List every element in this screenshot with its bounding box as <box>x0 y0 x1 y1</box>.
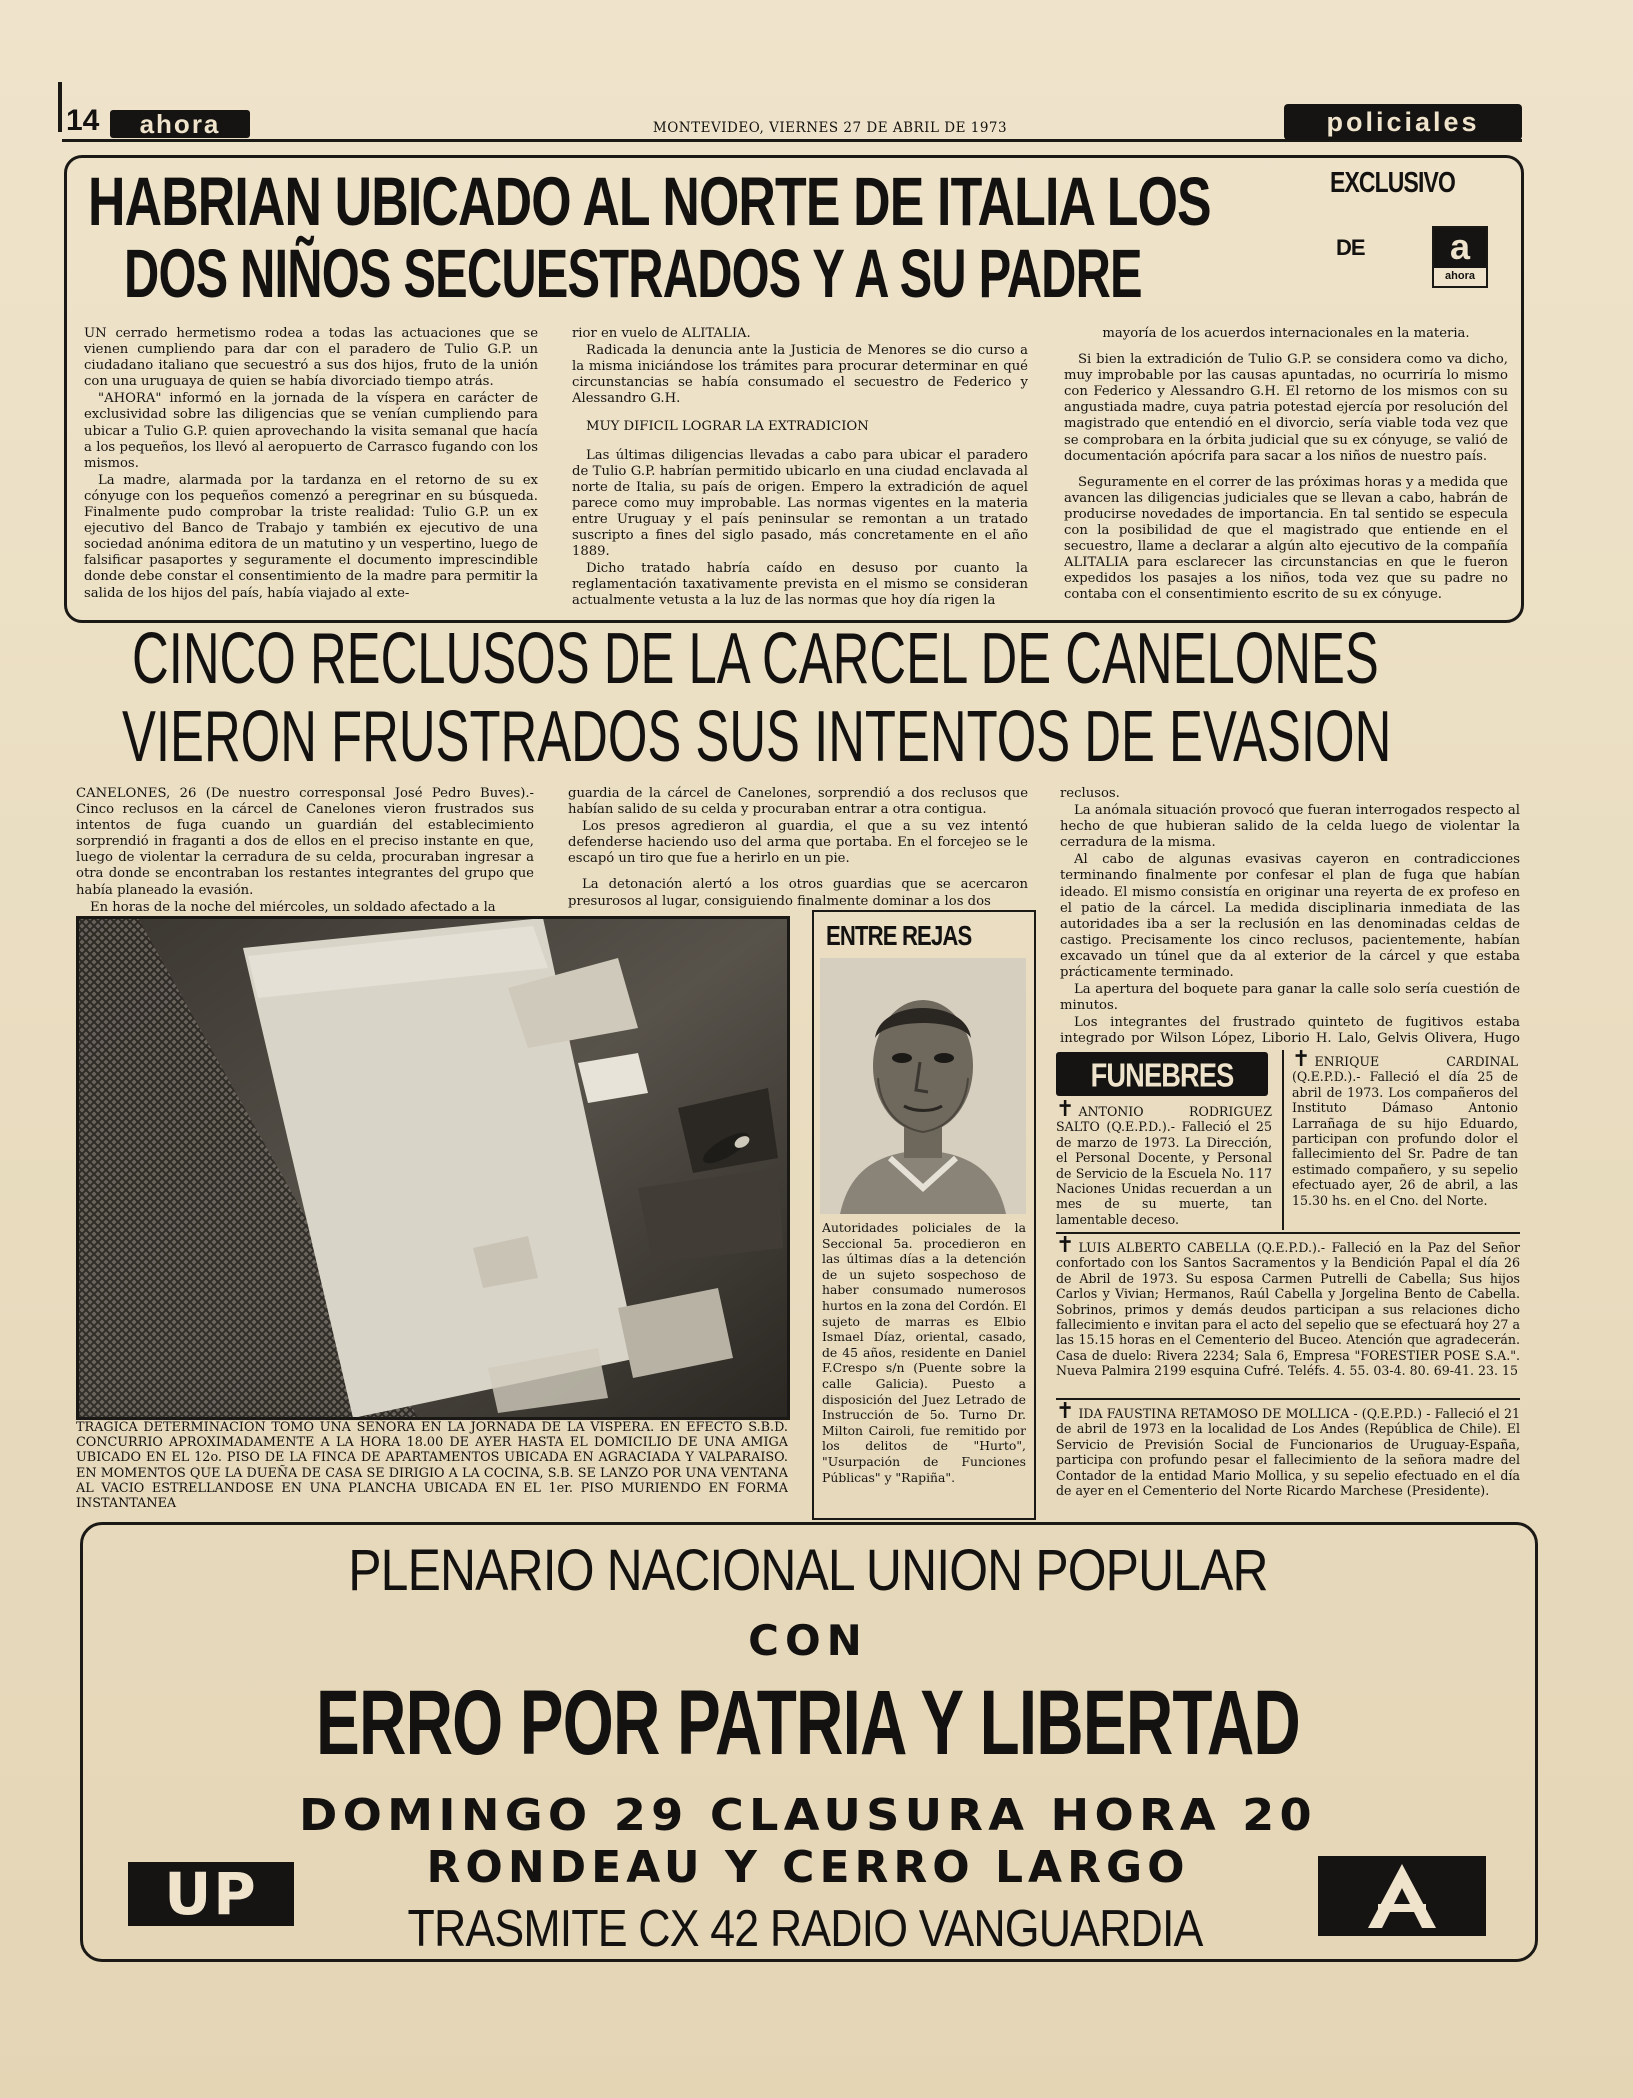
news-photo-image <box>78 918 788 1418</box>
ad-line-3: ERRO POR PATRIA Y LIBERTAD <box>316 1672 1300 1774</box>
story1-col2-para: rior en vuelo de ALITALIA. <box>572 326 751 341</box>
exclusive-de: DE <box>1336 235 1365 260</box>
story2-col2-para: guardia de la cárcel de Canelones, sorprendió a dos reclusos que habían salido de su celda y procuraban entrar a otra contigua. <box>568 786 1028 818</box>
story1-col2-para: Las últimas diligencias llevadas a cabo para ubicar el paradero de Tulio G.P. habrían permitido ubicarlo en una ciudad enclavada al norte de Italia, su país de origen. Empero la extradición de aquel parece como muy improbable. Las normas vigentes en la materia entre Uruguay y el país peninsular se remontan a un tratado suscripto a fines del siglo pasado, más concretamente en el año 1889. <box>572 447 1028 560</box>
cross-icon: ✝ <box>1056 1233 1075 1258</box>
funeral-notice-3 <box>1056 1233 1520 1385</box>
story2-column-2 <box>568 786 1028 914</box>
ahora-logo-word: ahora <box>1445 270 1475 282</box>
story2-col1-para: CANELONES, 26 (De nuestro corresponsal José Pedro Buves).- Cinco reclusos en la cárcel de Canelones vieron frustrados sus intentos de fuga cuando un guardián del establecimiento sorprendió in fraganti a dos de ellos en el preciso instante en que, luego de violentar la cerradura de su celda, procuraban ingresar a otra donde se encontraban los restantes integrantes del grupo que había planeado la evasión. <box>76 786 534 898</box>
story1-col1-para: "AHORA" informó en la jornada de la víspera en carácter de exclusividad sobre las diligencias que se venían cumpliendo para ubicar a Tulio G.P. quien aprovechando la visita semanal que hacía a los pequeños, los llevó al aeropuerto de Carrasco fugando con los mismos. <box>84 391 538 471</box>
photo-caption: TRAGICA DETERMINACION TOMO UNA SEÑORA EN LA JORNADA DE LA VISPERA. EN EFECTO S.B.D. CONCURRIO APROXIMADAMENTE A LA HORA 18.00 DE AYER HASTA EL DOMICILIO DE UNA AMIGA UBICADO EN EL 12o. PISO DE LA FINCA DE APARTAMENTOS UBICADA EN AGRACIADA Y VALPARAISO. EN MOMENTOS QUE LA DUEÑA DE CASA SE DIRIGIO A LA COCINA, S.B. SE LANZO POR UNA VENTANA AL VACIO ESTRELLANDOSE EN UNA PLANCHA UBICADA EN EL 1er. PISO MURIENDO EN FORMA INSTANTANEA <box>76 1420 788 1512</box>
funeral-notice-1 <box>1056 1097 1272 1233</box>
story1-column-3 <box>1064 326 1508 610</box>
funeral-notice-4-text <box>1056 1399 1520 1499</box>
dateline: MONTEVIDEO, VIERNES 27 DE ABRIL DE 1973 <box>652 120 1008 136</box>
story2-col3-para: reclusos. <box>1060 786 1120 801</box>
ad-line-1: PLENARIO NACIONAL UNION POPULAR <box>348 1538 1268 1603</box>
story1-col3-para: Si bien la extradición de Tulio G.P. se considera como va dicho, muy improbable por las causas apuntadas, no ocurriría lo mismo con Federico y Alessandro G.H. El retorno de los mismos con su angustiada madre, cuya patria potestad ejercía por resolución del magistrado que entendió en el divorcio, sería viable toda vez que se comprobara en la órbita judicial que su ex cónyuge, se valió de documentación apócrifa para sacar a los niños de nuestro país. <box>1064 352 1508 464</box>
paper-name: ahora <box>139 109 221 139</box>
funeral-notice-2-body: ENRIQUE CARDINAL (Q.E.P.D.).- Falleció el día 25 de abril de 1973. Los compañeros del Instituto Dámaso Antonio Larrañaga de su hijo Eduardo, participan con profundo dolor el fallecimiento del Sr. Padre de tan estimado compañero, y su sepelio efectuado ayer, 26 de abril, a las 15.30 hs. en el Cno. del Norte. <box>1292 1054 1518 1208</box>
story1-headline-line2: DOS NIÑOS SECUESTRADOS Y A SU PADRE <box>124 234 1142 312</box>
section-badge <box>1284 104 1522 140</box>
story2-col3-para: La anómala situación provocó que fueran interrogados respecto al hecho de que hubieran salido de la celda luego de violentar la cerradura de la misma. <box>1060 803 1520 851</box>
story1-col1-para: UN cerrado hermetismo rodea a todas las actuaciones que se vienen cumpliendo para dar con el paradero de Tulio G.P. un ciudadano italiano que secuestró a sus dos hijos, fruto de la unión con una uruguaya de quien se había divorciado tiempo atrás. <box>84 326 538 390</box>
cross-icon: ✝ <box>1292 1047 1311 1072</box>
story2-col3-para: Al cabo de algunas evasivas cayeron en contradicciones terminando finalmente por confesar el plan de fuga que habían ideado. El mismo consistía en originar una reyerta de ex profeso en el patio de la cárcel. La medida disciplinaria inmediata de las autoridades iba a ser la reclusión en las denominadas celdas de castigo. Precisamente los cinco reclusos, pacientemente, habían excavado un túnel que da al exterior de la cárcel y que estaba prácticamente terminado. <box>1060 852 1520 981</box>
story2-col2-para: La detonación alertó a los otros guardias que se acercaron presurosos al lugar, consiguiendo finalmente dominar a los dos <box>568 877 1028 909</box>
exclusive-label: EXCLUSIVO <box>1330 167 1455 199</box>
entre-rejas-title: ENTRE REJAS <box>826 920 972 952</box>
news-photo <box>76 916 790 1420</box>
story1-column-1 <box>84 326 538 610</box>
funebres-vrule <box>1282 1050 1284 1230</box>
story2-column-3 <box>1060 786 1520 1048</box>
ad-line-6: TRASMITE CX 42 RADIO VANGUARDIA <box>407 1900 1203 1958</box>
story2-col1-para: En horas de la noche del miércoles, un soldado afectado a la <box>90 899 496 914</box>
story1-col2-para: Dicho tratado habría caído en desuso por cuanto la reglamentación taxativamente prevista en el mismo se consideran actualmente vetusta a la luz de las normas que hoy día rigen la <box>572 561 1028 609</box>
funeral-notice-2 <box>1292 1047 1518 1214</box>
funeral-notice-4 <box>1056 1399 1520 1504</box>
story1-col1-para: La madre, alarmada por la tardanza en el retorno de su ex cónyuge con los pequeños comenzó a peregrinar en su búsqueda. Finalmente pudo comprobar la triste realidad: Tulio G.P. un ex ejecutivo del Banco de Trabajo y también ex ejecutivo de una sociedad anónima editora de un matutino y un vespertino, luego de falsificar pasaportes y seguramente el documento imprescindible donde debe constar el consentimiento de la madre para permitir la salida de los hijos del país, había viajado al exte- <box>84 472 538 601</box>
story1-col2-para: Radicada la denuncia ante la Justicia de Menores se dio curso a la misma iniciándose los trámites para procurar determinar en qué circunstancias se había consumado el secuestro de Federico y Alessandro G.H. <box>572 343 1028 407</box>
vanguardia-logo-icon <box>1318 1856 1486 1936</box>
entre-rejas-caption: Autoridades policiales de la Seccional 5a. procedieron en las últimas días a la detención de un sujeto sospechoso de haber consumado numerosos hurtos en la zona del Cordón. El sujeto de marras es Elbio Ismael Díaz, oriental, casado, de 45 años, residente en Daniel F.Crespo s/n (Puente sobre la calle Galicia). Puesto a disposición del Juez Letrado de Instrucción de 5o. Turno Dr. Milton Cairoli, fue remitido por los delitos de "Hurto", "Usurpación de Funciones Públicas" y "Rapiña". <box>822 1220 1026 1485</box>
vanguardia-logo-letter: A <box>1399 1891 1405 1898</box>
story2-headline-line1: CINCO RECLUSOS DE LA CARCEL DE CANELONES <box>132 618 1379 700</box>
ad-line-5: RONDEAU Y CERRO LARGO <box>426 1842 1190 1893</box>
story2-col3-para: Los integrantes del frustrado quinteto de fugitivos estaba integrado por Wilson López, Liborio H. Lalo, Gelvis Olivera, Hugo <box>1060 1015 1520 1047</box>
funeral-notice-2-text <box>1292 1047 1518 1208</box>
section-name: policiales <box>1326 107 1480 137</box>
paper-name-badge <box>110 110 250 138</box>
vanguardia-logo <box>1318 1856 1486 1936</box>
story2-col3-para: La apertura del boquete para ganar la calle solo sería cuestión de minutos. <box>1060 982 1520 1014</box>
up-logo <box>128 1862 294 1926</box>
ad-line-2: CON <box>748 1616 868 1665</box>
story1-col3-para: mayoría de los acuerdos internacionales en la materia. <box>1102 326 1470 341</box>
funeral-notice-3-text <box>1056 1233 1520 1379</box>
cross-icon: ✝ <box>1056 1399 1075 1424</box>
cross-icon: ✝ <box>1056 1097 1075 1122</box>
page-number: 14 <box>66 104 100 137</box>
funeral-notice-1-text <box>1056 1097 1272 1227</box>
mugshot-image <box>820 958 1026 1214</box>
funeral-notice-4-body: IDA FAUSTINA RETAMOSO DE MOLLICA - (Q.E.P.D.) - Falleció el 21 de abril de 1973 en la localidad de Los Andes (República de Chile). El Servicio de Previsión Social de Funcionarios de Uruguay-España, participa con profundo pesar el fallecimiento de la señora madre del Contador de la entidad Mario Mollica, y su sepelio efectuado en el día de ayer en el Cementerio del Norte Ricardo Marchese (Presidente). <box>1056 1406 1520 1499</box>
story1-col2-subhead: MUY DIFICIL LOGRAR LA EXTRADICION <box>586 419 869 435</box>
ahora-logo-letter: a <box>1434 228 1486 268</box>
page-corner-mark <box>58 82 62 132</box>
funebres-badge <box>1056 1052 1268 1096</box>
story1-headline-line1: HABRIAN UBICADO AL NORTE DE ITALIA LOS <box>88 162 1211 240</box>
story1-column-2 <box>572 326 1028 610</box>
story2-col2-para: Los presos agredieron al guardia, el que a su vez intentó defenderse haciendo uso del arma que portaba. En el forcejeo se le escapó un tiro que fue a herirlo en un pie. <box>568 819 1028 867</box>
story2-column-1 <box>76 786 534 914</box>
funebres-hrule-2 <box>1056 1398 1520 1400</box>
funebres-hrule <box>1056 1232 1520 1234</box>
funeral-notice-3-body: LUIS ALBERTO CABELLA (Q.E.P.D.).- Falleció en la Paz del Señor confortado con los Santos Sacramentos y la Bendición Papal el día 26 de Abril de 1973. Su esposa Carmen Putrelli de Cabella; Sus hijos Carlos y Vivian; Hermanos, Raúl Cabella y Jorgelina Bento de Cabella. Sobrinos, primos y demás deudos participan a sus relaciones dicho fallecimiento e invitan para el acto del sepelio que se efectuará hoy 27 a las 15.15 horas en el Cementerio del Buceo. Atención que agradecerán. Casa de duelo: Rivera 2234; Sala 6, Empresa "FORESTIER POSE S.A.". Nueva Palmira 2199 esquina Cufré. Teléfs. 4. 55. 03-4. 80. 69-41. 23. 15 <box>1056 1240 1520 1379</box>
story2-headline-line2: VIERON FRUSTRADOS SUS INTENTOS DE EVASION <box>122 696 1392 778</box>
funebres-title: FUNEBRES <box>1090 1056 1234 1094</box>
entre-rejas-box <box>812 910 1036 1520</box>
up-logo-text: UP <box>164 1860 258 1928</box>
mugshot-photo <box>820 958 1026 1214</box>
ahora-logo <box>1432 226 1488 288</box>
ad-line-4: DOMINGO 29 CLAUSURA HORA 20 <box>299 1790 1317 1841</box>
story1-col3-para: Seguramente en el correr de las próximas horas y a medida que avancen las diligencias judiciales que se llevan a cabo, habrán de producirse novedades de importancia. En tal sentido se especula con la posibilidad de que el magistrado que entiende en el secuestro, llame a declarar a algún alto ejecutivo de la compañía ALITALIA para esclarecer las circunstancias en que le fueron expedidos los pasajes a los niños, toda vez que su padre no contaba con el consentimiento escrito de su ex cónyuge. <box>1064 474 1508 603</box>
funeral-notice-1-body: ANTONIO RODRIGUEZ SALTO (Q.E.P.D.).- Falleció el 25 de marzo de 1973. La Dirección, el Personal Docente, y Personal de Servicio de la Escuela No. 117 Naciones Unidas recuerdan a un mes de su muerte, tan lamentable deceso. <box>1056 1104 1272 1227</box>
